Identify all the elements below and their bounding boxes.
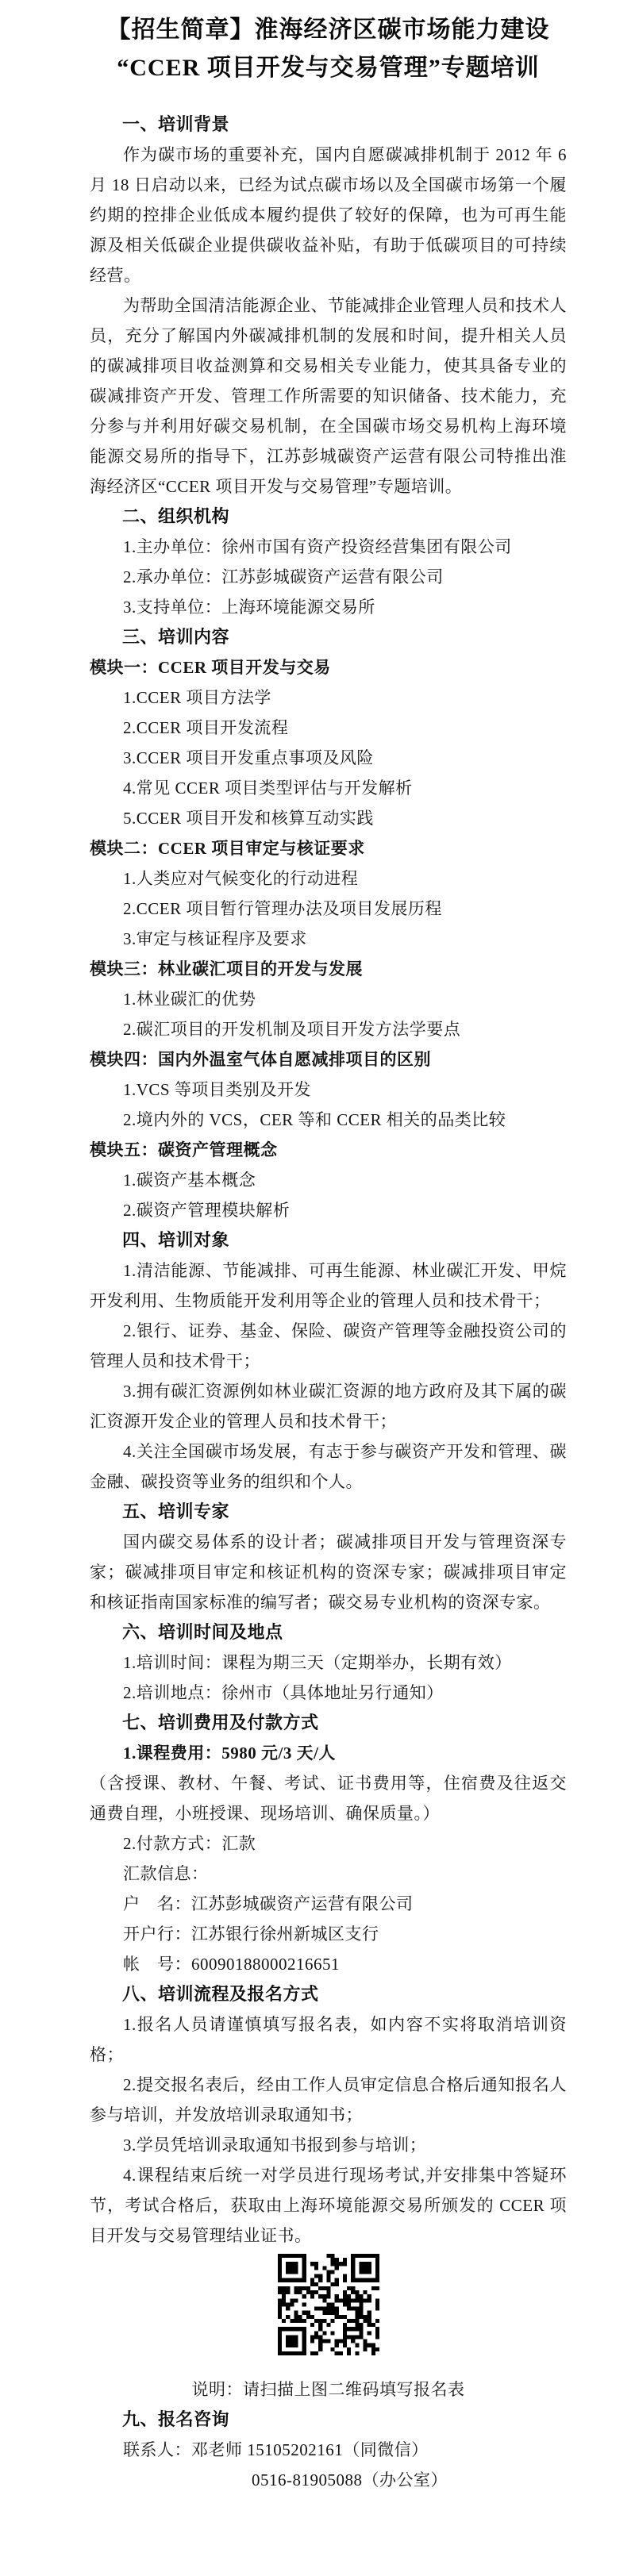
list-item: 3.支持单位：上海环境能源交易所 bbox=[123, 598, 375, 617]
list-item: 2.境内外的 VCS，CER 等和 CCER 相关的品类比较 bbox=[123, 1110, 506, 1129]
section-process bbox=[90, 1979, 567, 2251]
section-heading: 四、培训对象 bbox=[122, 1230, 230, 1250]
document-title bbox=[90, 11, 567, 87]
list-item: 1.碳资产基本概念 bbox=[123, 1171, 256, 1190]
section-heading: 一、培训背景 bbox=[122, 114, 230, 134]
title-line-2: “CCER 项目开发与交易管理”专题培训 bbox=[117, 55, 540, 81]
list-item: 3.审定与核证程序及要求 bbox=[123, 929, 307, 948]
qr-code bbox=[278, 2254, 379, 2355]
list-item: 2.碳汇项目的开发机制及项目开发方法学要点 bbox=[123, 1020, 461, 1039]
section-organization bbox=[90, 502, 567, 622]
section-experts bbox=[90, 1497, 567, 1617]
section-consult bbox=[90, 2405, 567, 2495]
payment-method: 2.付款方式：汇款 bbox=[123, 1834, 256, 1853]
list-item: 4.关注全国碳市场发展，有志于参与碳资产开发和管理、碳金融、碳投资等业务的组织和个人。 bbox=[90, 1442, 567, 1491]
module-heading: 模块一：CCER 项目开发与交易 bbox=[90, 658, 331, 677]
paragraph: 为帮助全国清洁能源企业、节能减排企业管理人员和技术人员，充分了解国内外碳减排机制的发展和时间，提升相关人员的碳减排项目收益测算和交易相关专业能力，使其具备专业的碳减排资产开发、管理工作所需要的知识储备、技术能力，充分参与并利用好碳交易机制，在全国碳市场交易机构上海环境能源交易所的指导下，江苏彭城碳资产运营有限公司特推出淮海经济区“CCER 项目开发与交易管理”专题培训。 bbox=[90, 296, 567, 496]
account-number: 帐 号：60090188000216651 bbox=[123, 1955, 340, 1974]
section-heading: 三、培训内容 bbox=[122, 627, 230, 647]
list-item: 2.培训地点：徐州市（具体地址另行通知） bbox=[123, 1683, 444, 1702]
section-heading: 八、培训流程及报名方式 bbox=[122, 1984, 319, 2004]
section-heading: 九、报名咨询 bbox=[122, 2409, 230, 2429]
list-item: 4.常见 CCER 项目类型评估与开发解析 bbox=[123, 779, 413, 798]
list-item: 1.CCER 项目方法学 bbox=[123, 688, 271, 707]
section-heading: 二、组织机构 bbox=[122, 506, 230, 526]
list-item: 3.拥有碳汇资源例如林业碳汇资源的地方政府及其下属的碳汇资源开发企业的管理人员和技术骨干； bbox=[90, 1382, 567, 1431]
list-item: 2.CCER 项目开发流程 bbox=[123, 718, 289, 737]
title-line-1: 【招生简章】淮海经济区碳市场能力建设 bbox=[106, 17, 550, 43]
section-heading: 七、培训费用及付款方式 bbox=[122, 1713, 319, 1732]
section-background bbox=[90, 110, 567, 502]
section-schedule bbox=[90, 1617, 567, 1708]
list-item: 3.CCER 项目开发重点事项及风险 bbox=[123, 748, 374, 767]
module-heading: 模块二：CCER 项目审定与核证要求 bbox=[90, 839, 365, 858]
list-item: 2.提交报名表后，经由工作人员审定信息合格后通知报名人参与培训，并发放培训录取通知书； bbox=[90, 2075, 567, 2124]
fee-note: （含授课、教材、午餐、考试、证书费用等，住宿费及往返交通费自理，小班授课、现场培训、确保质量。） bbox=[90, 1774, 567, 1823]
bank-name: 开户行：江苏银行徐州新城区支行 bbox=[123, 1924, 379, 1944]
remit-label: 汇款信息： bbox=[123, 1864, 209, 1883]
contact-line: 联系人：邓老师 15105202161（同微信） bbox=[123, 2440, 429, 2459]
paragraph: 国内碳交易体系的设计者；碳减排项目开发与管理资深专家；碳减排项目审定和核证机构的资深专家；碳减排项目审定和核证指南国家标准的编写者；碳交易专业机构的资深专家。 bbox=[90, 1532, 567, 1612]
qr-caption: 说明：请扫描上图二维码填写报名表 bbox=[191, 2380, 465, 2399]
list-item: 1.报名人员请谨慎填写报名表，如内容不实将取消培训资格； bbox=[90, 2015, 567, 2064]
list-item: 4.课程结束后统一对学员进行现场考试,并安排集中答疑环节，考试合格后，获取由上海环境能源交易所颁发的 CCER 项目开发与交易管理结业证书。 bbox=[90, 2166, 567, 2245]
module-heading: 模块四：国内外温室气体自愿减排项目的区别 bbox=[90, 1050, 431, 1069]
list-item: 5.CCER 项目开发和核算互动实践 bbox=[123, 809, 374, 828]
list-item: 2.银行、证券、基金、保险、碳资产管理等金融投资公司的管理人员和技术骨干； bbox=[90, 1321, 567, 1371]
list-item: 2.承办单位：江苏彭城碳资产运营有限公司 bbox=[123, 567, 444, 586]
list-item: 1.清洁能源、节能减排、可再生能源、林业碳汇开发、甲烷开发利用、生物质能开发利用等企业的管理人员和技术骨干； bbox=[90, 1261, 567, 1310]
list-item: 1.人类应对气候变化的行动进程 bbox=[123, 869, 359, 888]
account-name: 户 名：江苏彭城碳资产运营有限公司 bbox=[123, 1894, 414, 1913]
module-heading: 模块五：碳资产管理概念 bbox=[90, 1140, 278, 1159]
module-heading: 模块三：林业碳汇项目的开发与发展 bbox=[90, 959, 363, 978]
list-item: 1.培训时间：课程为期三天（定期举办，长期有效） bbox=[123, 1653, 512, 1672]
section-content bbox=[90, 622, 567, 1225]
list-item: 2.CCER 项目暂行管理办法及项目发展历程 bbox=[123, 899, 442, 918]
paragraph: 作为碳市场的重要补充，国内自愿碳减排机制于 2012 年 6 月 18 日启动以来，已经为试点碳市场以及全国碳市场第一个履约期的控排企业低成本履约提供了较好的保障，也为可再生能源及相关低碳企业提供碳收益补贴，有助于低碳项目的可持续经营。 bbox=[90, 145, 567, 285]
section-fees bbox=[90, 1708, 567, 1979]
list-item: 1.林业碳汇的优势 bbox=[123, 990, 256, 1009]
section-heading: 六、培训时间及地点 bbox=[122, 1622, 283, 1642]
list-item: 2.碳资产管理模块解析 bbox=[123, 1201, 291, 1220]
fee-line: 1.课程费用：5980 元/3 天/人 bbox=[123, 1744, 336, 1763]
list-item: 1.主办单位：徐州市国有资产投资经营集团有限公司 bbox=[123, 537, 512, 556]
list-item: 1.VCS 等项目类别及开发 bbox=[123, 1080, 311, 1099]
section-heading: 五、培训专家 bbox=[122, 1501, 230, 1521]
section-audience bbox=[90, 1225, 567, 1497]
contact-phone-line: 0516-81905088（办公室） bbox=[252, 2470, 448, 2489]
list-item: 3.学员凭培训录取通知书报到参与培训； bbox=[123, 2136, 427, 2155]
